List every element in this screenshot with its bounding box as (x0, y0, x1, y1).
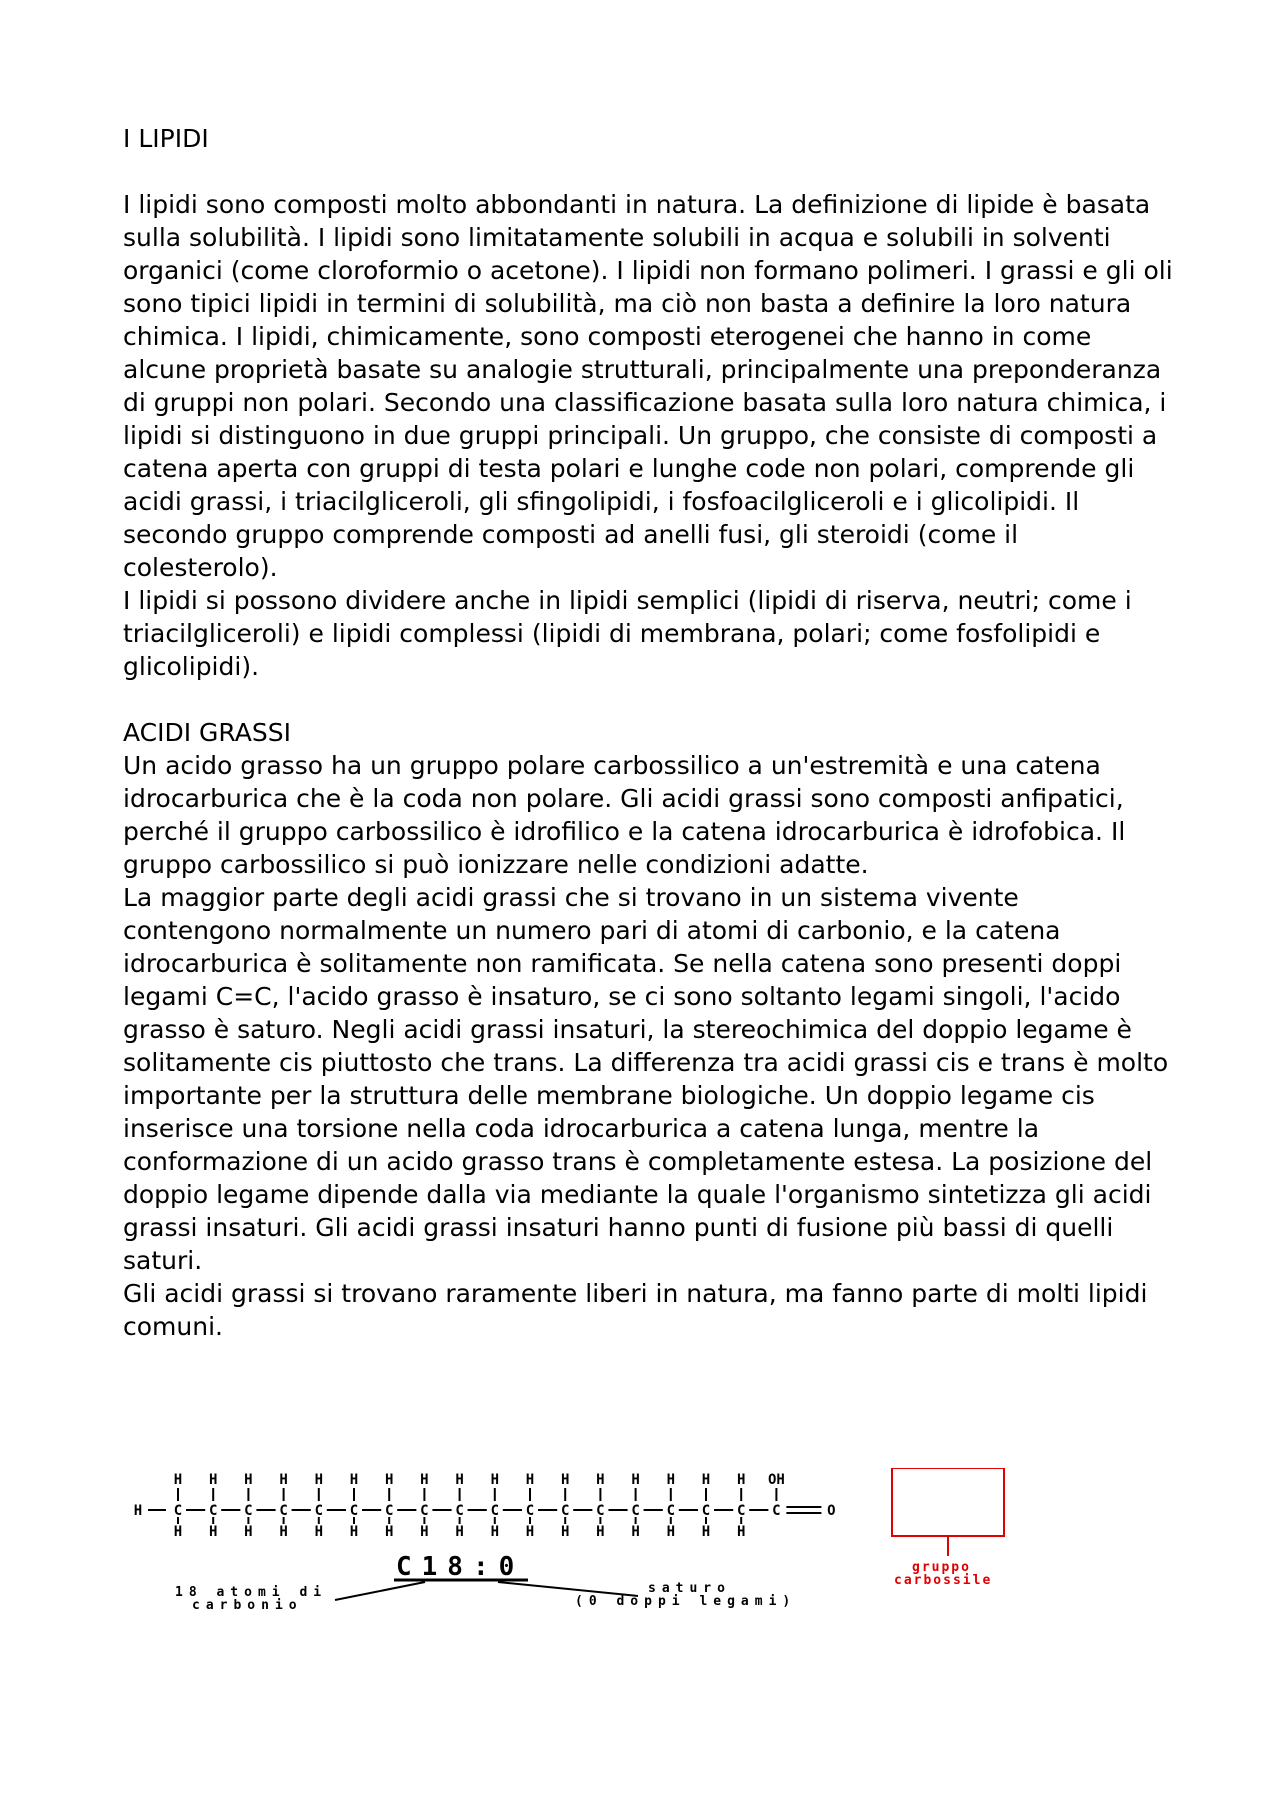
carbon-atom: C (420, 1503, 429, 1519)
hydrogen-atom: H (173, 1524, 183, 1540)
hydrogen-atom: H (490, 1472, 500, 1488)
carbon-count-label-line1: 18 atomi di (175, 1585, 328, 1600)
document-title: I LIPIDI (123, 124, 209, 153)
section-heading-acidi-grassi: ACIDI GRASSI (123, 718, 292, 747)
carbon-atom: C (314, 1503, 324, 1519)
hydrogen-atom: H (279, 1472, 288, 1488)
hydrogen-atom: H (455, 1524, 464, 1540)
hydrogen-atom: H (736, 1472, 746, 1488)
hydrogen-atom: H (525, 1524, 535, 1540)
carbon-atom: C (244, 1503, 253, 1519)
document-page (123, 122, 1173, 1343)
terminal-hydrogen: H (133, 1503, 143, 1519)
stearic-acid-figure (130, 1468, 1030, 1648)
carbon-atom: C (173, 1503, 183, 1519)
hydrogen-atom: H (560, 1472, 570, 1488)
saturation-label-line1: saturo (648, 1581, 731, 1596)
hydrogen-atom: H (420, 1524, 429, 1540)
carbon-atom: C (666, 1503, 676, 1519)
carbon-count-label-line2: carbonio (192, 1598, 303, 1613)
hydrogen-atom: H (314, 1524, 324, 1540)
carbon-atom: C (701, 1503, 711, 1519)
hydrogen-atom: H (736, 1524, 746, 1540)
oxygen-atom: O (827, 1503, 836, 1519)
hydrogen-atom: H (384, 1524, 394, 1540)
carbon-atom: C (490, 1503, 500, 1519)
carbon-atom: C (631, 1503, 640, 1519)
carbon-atom: C (384, 1503, 394, 1519)
hydrogen-atom: H (420, 1472, 429, 1488)
hydrogen-atom: H (244, 1472, 253, 1488)
saturation-pointer (498, 1582, 638, 1596)
fatty-acid-structure-diagram (130, 1468, 1030, 1648)
hydrogen-atom: H (631, 1524, 640, 1540)
spacer (123, 155, 1173, 188)
hydrogen-atom: H (701, 1472, 711, 1488)
carboxyl-group-box (892, 1468, 1004, 1536)
carbon-atom: C (560, 1503, 570, 1519)
carbon-atom: C (349, 1503, 359, 1519)
hydrogen-atom: H (666, 1524, 676, 1540)
saturation-label-line2: (0 doppi legami) (575, 1594, 797, 1609)
carboxyl-label-line2: carbossile (894, 1573, 993, 1588)
hydrogen-atom: H (490, 1524, 500, 1540)
hydrogen-atom: H (596, 1472, 605, 1488)
carboxyl-label-line1: gruppo (912, 1560, 971, 1575)
hydrogen-atom: H (349, 1524, 359, 1540)
section-paragraph-2: La maggior parte degli acidi grassi che si trovano in un sistema vivente contengono normalmente un numero pari di atomi di carbonio, e la catena idrocarburica è solitamente non ramificata. Se nella catena sono presenti doppi legami C=C, l'acido grasso è insaturo, se ci sono soltanto legami singoli, l'acido grasso è saturo. Negli acidi grassi insaturi, la stereochimica del doppio legame è solitamente cis piuttosto che trans. La differenza tra acidi grassi cis e trans è molto importante per la struttura delle membrane biologiche. Un doppio legame cis inserisce una torsione nella coda idrocarburica a catena lunga, mentre la conformazione di un acido grasso trans è completamente estesa. La posizione del doppio legame dipende dalla via mediante la quale l'organismo sintetizza gli acidi grassi insaturi. Gli acidi grassi insaturi hanno punti di fusione più bassi di quelli saturi. (123, 883, 1169, 1275)
hydrogen-atom: H (279, 1524, 288, 1540)
carbon-atom: C (279, 1503, 288, 1519)
hydrogen-atom: H (384, 1472, 394, 1488)
hydrogen-atom: H (208, 1472, 218, 1488)
carbon-chain (134, 1472, 836, 1540)
intro-paragraph-2: I lipidi si possono dividere anche in lipidi semplici (lipidi di riserva, neutri; come i triacilglicerolі) e lipidi complessi (lipidi di membrana, polari; come fosfolipidi e glicolipidi). (123, 586, 1132, 681)
hydrogen-atom: H (666, 1472, 676, 1488)
hydrogen-atom: H (208, 1524, 218, 1540)
hydrogen-atom: H (173, 1472, 183, 1488)
hydrogen-atom: H (455, 1472, 464, 1488)
hydroxyl-group: OH (767, 1472, 785, 1488)
hydrogen-atom: H (596, 1524, 605, 1540)
carbon-atom: C (455, 1503, 464, 1519)
hydrogen-atom: H (349, 1472, 359, 1488)
carbon-atom: C (525, 1503, 535, 1519)
carboxyl-carbon: C (772, 1503, 781, 1519)
intro-paragraph-1: I lipidi sono composti molto abbondanti in natura. La definizione di lipide è basata sulla solubilità. I lipidi sono limitatamente solubili in acqua e solubili in solventi organici (come cloroformio o acetone). I lipidi non formano polimeri. I grassi e gli oli sono tipici lipidi in termini di solubilità, ma ciò non basta a definire la loro natura chimica. I lipidi, chimicamente, sono composti eterogenei che hanno in come alcune proprietà basate su analogie strutturali, principalmente una preponderanza di gruppi non polari. Secondo una classificazione basata sulla loro natura chimica, i lipidi si distinguono in due gruppi principali. Un gruppo, che consiste di composti a catena aperta con gruppi di testa polari e lunghe code non polari, comprende gli acidi grassi, i triacilglicerolі, gli sfingolipidi, i fosfoacilglicerolі e i glicolipidi. Il secondo gruppo comprende composti ad anelli fusi, gli steroidi (come il colesterolo). (123, 190, 1173, 582)
hydrogen-atom: H (525, 1472, 535, 1488)
hydrogen-atom: H (560, 1524, 570, 1540)
section-paragraph-3: Gli acidi grassi si trovano raramente liberi in natura, ma fanno parte di molti lipidi comuni. (123, 1279, 1148, 1341)
spacer (123, 683, 1173, 716)
hydrogen-atom: H (631, 1472, 640, 1488)
carbon-count-pointer (335, 1582, 425, 1600)
formula-label: C18:0 (396, 1552, 525, 1582)
hydrogen-atom: H (314, 1472, 324, 1488)
carbon-atom: C (208, 1503, 218, 1519)
hydrogen-atom: H (701, 1524, 711, 1540)
hydrogen-atom: H (244, 1524, 253, 1540)
carbon-atom: C (736, 1503, 746, 1519)
section-paragraph-1: Un acido grasso ha un gruppo polare carbossilico a un'estremità e una catena idrocarburica che è la coda non polare. Gli acidi grassi sono composti anfipatici, perché il gruppo carbossilico è idrofilico e la catena idrocarburica è idrofobica. Il gruppo carbossilico si può ionizzare nelle condizioni adatte. (123, 751, 1126, 879)
carbon-atom: C (596, 1503, 605, 1519)
